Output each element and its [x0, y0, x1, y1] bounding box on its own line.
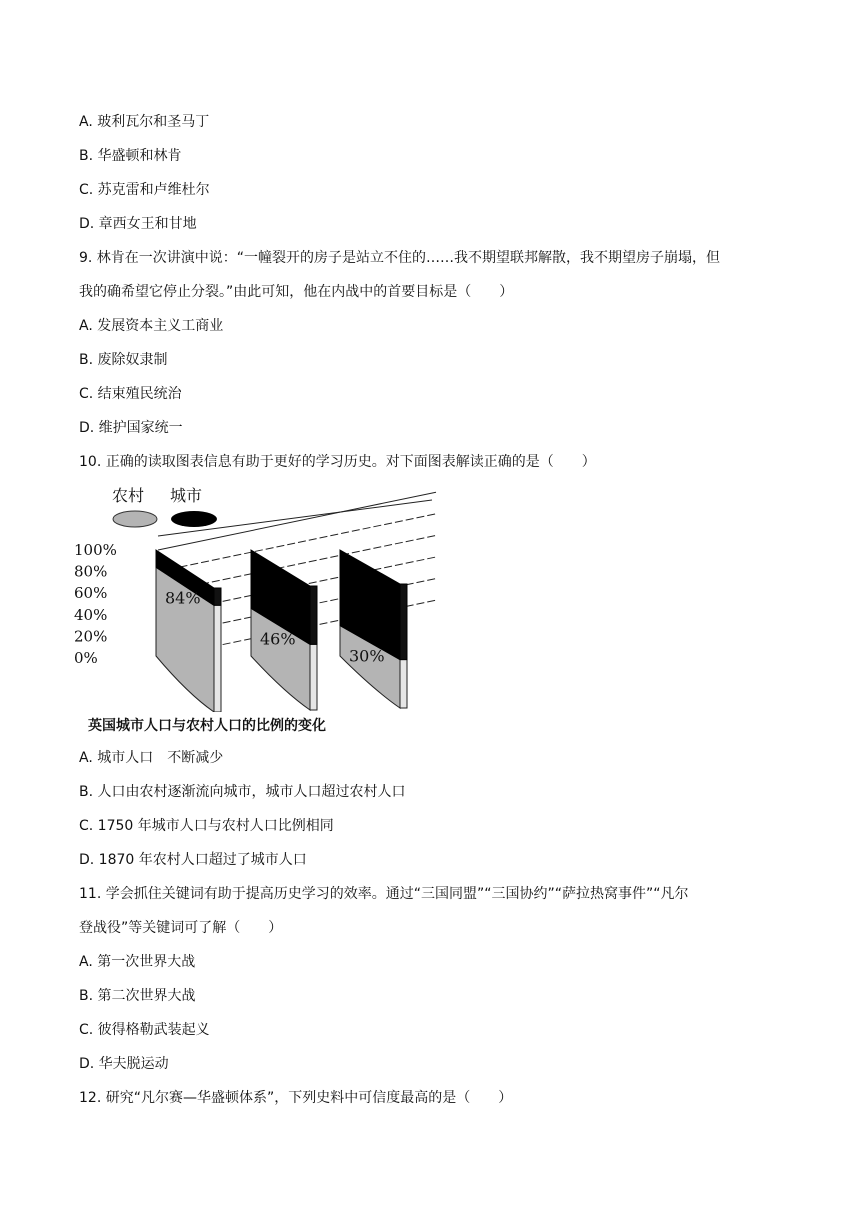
q9-option-d: D. 维护国家统一	[79, 420, 183, 436]
population-ratio-chart	[70, 476, 450, 712]
q11-stem-line2: 登战役”等关键词可了解（ ）	[79, 920, 283, 936]
y-tick-label: 80%	[74, 562, 108, 581]
population-ratio-chart-svg	[70, 476, 450, 712]
q10-option-a: A. 城市人口 不断减少	[79, 750, 224, 766]
q8-option-a: A. 玻利瓦尔和圣马丁	[79, 114, 210, 130]
y-tick-label: 20%	[74, 627, 108, 646]
bar-rural-side	[310, 644, 317, 710]
q11-option-a: A. 第一次世界大战	[79, 954, 196, 970]
y-tick-label: 100%	[74, 541, 117, 559]
data-label: 30%	[349, 646, 385, 666]
q11-option-c: C. 彼得格勒武装起义	[79, 1022, 210, 1038]
q11-stem-line1: 11. 学会抓住关键词有助于提高历史学习的效率。通过“三国同盟”“三国协约”“萨拉热窝事件”“凡尔	[79, 886, 689, 902]
bar-urban-side	[214, 588, 221, 605]
q11-option-b: B. 第二次世界大战	[79, 988, 196, 1004]
bar-rural-side	[400, 660, 407, 708]
q9-stem-line2: 我的确希望它停止分裂。”由此可知，他在内战中的首要目标是（ ）	[79, 284, 514, 300]
q10-stem: 10. 正确的读取图表信息有助于更好的学习历史。对下面图表解读正确的是（ ）	[79, 454, 596, 470]
q9-option-a: A. 发展资本主义工商业	[79, 318, 224, 334]
chart-caption: 英国城市人口与农村人口的比例的变化	[88, 718, 326, 734]
q11-option-d: D. 华夫脱运动	[79, 1056, 169, 1072]
q8-option-d: D. 章西女王和甘地	[79, 216, 197, 232]
bar-rural-side	[214, 605, 221, 712]
q9-option-b: B. 废除奴隶制	[79, 352, 168, 368]
q8-option-c: C. 苏克雷和卢维杜尔	[79, 182, 210, 198]
legend-label-urban: 城市	[170, 486, 203, 505]
legend-swatch-urban	[171, 511, 217, 527]
q10-option-c: C. 1750 年城市人口与农村人口比例相同	[79, 818, 334, 834]
bar-urban-side	[400, 584, 407, 660]
q9-stem-line1: 9. 林肯在一次讲演中说：“一幢裂开的房子是站立不住的……我不期望联邦解散，我不期望房子崩塌，但	[79, 250, 721, 266]
y-tick-label: 40%	[74, 605, 108, 624]
q10-option-b: B. 人口由农村逐渐流向城市，城市人口超过农村人口	[79, 784, 406, 800]
q8-option-b: B. 华盛顿和林肯	[79, 148, 182, 164]
q10-option-d: D. 1870 年农村人口超过了城市人口	[79, 852, 307, 868]
data-label: 46%	[260, 629, 296, 649]
y-tick-label: 60%	[74, 584, 108, 603]
legend-label-rural: 农村	[112, 486, 145, 505]
y-tick-label: 0%	[74, 649, 98, 667]
q9-option-c: C. 结束殖民统治	[79, 386, 182, 402]
q12-stem: 12. 研究“凡尔赛—华盛顿体系”，下列史料中可信度最高的是（ ）	[79, 1090, 513, 1106]
data-label: 84%	[165, 588, 201, 608]
legend-swatch-rural	[113, 511, 157, 527]
bar-urban-side	[310, 586, 317, 644]
